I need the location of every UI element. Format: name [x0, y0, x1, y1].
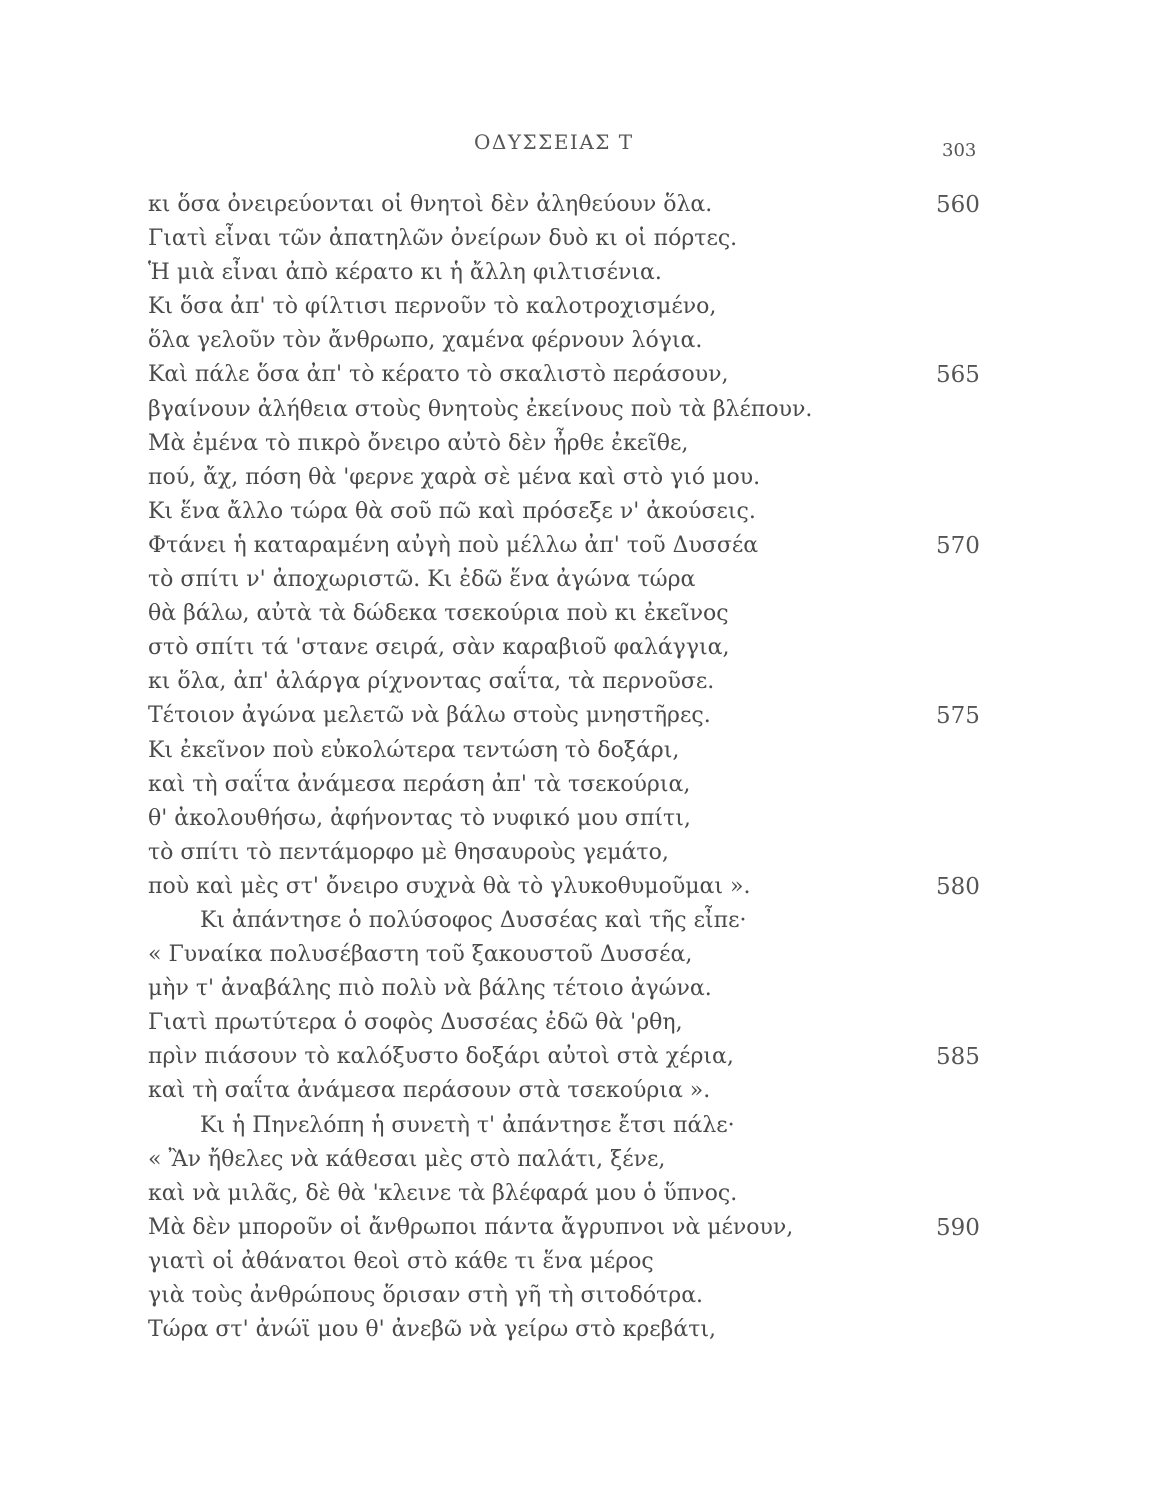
verse-text: καὶ τὴ σαΐτα ἀνάμεσα περάσουν στὰ τσεκούρια ».: [148, 1078, 711, 1104]
verse-text: κι ὅλα, ἀπ' ἀλάργα ρίχνοντας σαΐτα, τὰ περνοῦσε.: [148, 669, 715, 695]
verse-line: [148, 802, 988, 836]
verse-text: Καὶ πάλε ὅσα ἀπ' τὸ κέρατο τὸ σκαλιστὸ περάσουν,: [148, 362, 729, 388]
verse-line: [148, 1074, 988, 1108]
verse-line: [148, 870, 988, 904]
verse-text: πού, ἄχ, πόση θὰ 'φερνε χαρὰ σὲ μένα καὶ στὸ γιό μου.: [148, 464, 761, 490]
verse-text: Μὰ δὲν μποροῦν οἱ ἄνθρωποι πάντα ἄγρυπνοι νὰ μένουν,: [148, 1214, 794, 1240]
line-number: 590: [936, 1214, 980, 1241]
running-head: ΟΔΥΣΣΕΙΑΣ Τ: [474, 130, 634, 154]
verse-text: μὴν τ' ἀναβάλης πιὸ πολὺ νὰ βάλης τέτοιο ἀγώνα.: [148, 976, 712, 1002]
verse-line: [148, 290, 988, 324]
verse-text: ποὺ καὶ μὲς στ' ὄνειρο συχνὰ θὰ τὸ γλυκοθυμοῦμαι ».: [148, 873, 751, 899]
verse-text: τὸ σπίτι ν' ἀποχωριστῶ. Κι ἐδῶ ἕνα ἀγώνα τώρα: [148, 567, 696, 593]
line-number: 560: [936, 192, 980, 218]
verse-text: γιὰ τοὺς ἀνθρώπους ὅρισαν στὴ γῆ τὴ σιτοδότρα.: [148, 1283, 704, 1308]
verse-line: [148, 393, 988, 427]
verse-text: Τέτοιον ἀγώνα μελετῶ νὰ βάλω στοὺς μνηστῆρες.: [148, 703, 711, 729]
verse-text: Γιατὶ πρωτύτερα ὁ σοφὸς Δυσσέας ἐδῶ θὰ 'ρθη,: [148, 1010, 683, 1036]
verse-text: ὅλα γελοῦν τὸν ἄνθρωπο, χαμένα φέρνουν λόγια.: [148, 328, 703, 354]
verse-line: [148, 188, 988, 222]
verse-text: Κι ἡ Πηνελόπη ἡ συνετὴ τ' ἀπάντησε ἔτσι πάλε·: [200, 1112, 735, 1138]
line-number: 565: [936, 362, 980, 389]
verse-line: [148, 665, 988, 699]
verse-text: κι ὅσα ὀνειρεύονται οἱ θνητοὶ δὲν ἀληθεύουν ὅλα.: [148, 192, 713, 217]
verse-text: θ' ἀκολουθήσω, ἀφήνοντας τὸ νυφικό μου σπίτι,: [148, 805, 691, 831]
line-number: 585: [936, 1044, 980, 1071]
verse-text: τὸ σπίτι τὸ πεντάμορφο μὲ θησαυροὺς γεμάτο,: [148, 839, 669, 865]
verse-text: θὰ βάλω, αὐτὰ τὰ δώδεκα τσεκούρια ποὺ κι ἐκεῖνος: [148, 601, 729, 627]
verse-line: [148, 1211, 988, 1245]
verse-line: [148, 427, 988, 461]
verse-line: [148, 904, 988, 938]
verse-text: Ἡ μιὰ εἶναι ἀπὸ κέρατο κι ἡ ἄλλη φιλτισένια.: [148, 260, 662, 286]
verse-text: Κι ὅσα ἀπ' τὸ φίλτισι περνοῦν τὸ καλοτροχισμένο,: [148, 294, 717, 320]
verse-text: Γιατὶ εἶναι τῶν ἀπατηλῶν ὀνείρων δυὸ κι οἱ πόρτες.: [148, 226, 738, 252]
verse-line: [148, 222, 988, 256]
verse-line: [148, 972, 988, 1006]
verse-line: [148, 768, 988, 802]
verse-text: Μὰ ἐμένα τὸ πικρὸ ὄνειρο αὐτὸ δὲν ἦρθε ἐκεῖθε,: [148, 430, 689, 456]
verse-line: [148, 1279, 988, 1313]
page-number: 303: [942, 140, 977, 161]
verse-line: [148, 1109, 988, 1143]
verse-text: στὸ σπίτι τά 'στανε σειρά, σὰν καραβιοῦ φαλάγγια,: [148, 635, 730, 661]
verse-text: καὶ νὰ μιλᾶς, δὲ θὰ 'κλεινε τὰ βλέφαρά μου ὁ ὕπνος.: [148, 1180, 738, 1206]
verse-text: « Γυναίκα πολυσέβαστη τοῦ ξακουστοῦ Δυσσέα,: [148, 942, 693, 968]
verse-line: [148, 1177, 988, 1211]
verse-line: [148, 1313, 988, 1347]
verse-list: [148, 188, 988, 1347]
verse-line: [148, 1006, 988, 1040]
line-number: 580: [936, 873, 980, 900]
verse-line: [148, 734, 988, 768]
verse-line: [148, 836, 988, 870]
verse-text: καὶ τὴ σαΐτα ἀνάμεσα περάση ἀπ' τὰ τσεκούρια,: [148, 771, 691, 797]
verse-text: « Ἂν ἤθελες νὰ κάθεσαι μὲς στὸ παλάτι, ξένε,: [148, 1146, 666, 1172]
verse-text: Φτάνει ἡ καταραμένη αὐγὴ ποὺ μέλλω ἀπ' τοῦ Δυσσέα: [148, 532, 759, 558]
verse-text: βγαίνουν ἀλήθεια στοὺς θνητοὺς ἐκείνους ποὺ τὰ βλέπουν.: [148, 396, 813, 422]
verse-line: [148, 1143, 988, 1177]
verse-line: [148, 1245, 988, 1279]
verse-text: Κι ἐκεῖνον ποὺ εὐκολώτερα τεντώση τὸ δοξάρι,: [148, 737, 680, 763]
line-number: 570: [936, 532, 980, 559]
verse-line: [148, 529, 988, 563]
verse-line: [148, 699, 988, 733]
verse-line: [148, 324, 988, 358]
verse-line: [148, 938, 988, 972]
line-number: 575: [936, 703, 980, 730]
verse-text: Τώρα στ' ἀνώϊ μου θ' ἀνεβῶ νὰ γείρω στὸ κρεβάτι,: [148, 1317, 717, 1343]
verse-text: Κι ἕνα ἄλλο τώρα θὰ σοῦ πῶ καὶ πρόσεξε ν' ἀκούσεις.: [148, 498, 756, 524]
verse-text: γιατὶ οἱ ἀθάνατοι θεοὶ στὸ κάθε τι ἕνα μέρος: [148, 1248, 654, 1274]
verse-line: [148, 631, 988, 665]
verse-line: [148, 563, 988, 597]
verse-line: [148, 1040, 988, 1074]
verse-line: [148, 597, 988, 631]
verse-text: Κι ἀπάντησε ὁ πολύσοφος Δυσσέας καὶ τῆς εἶπε·: [200, 907, 747, 933]
verse-line: [148, 256, 988, 290]
verse-line: [148, 358, 988, 392]
verse-text: πρὶν πιάσουν τὸ καλόξυστο δοξάρι αὐτοὶ στὰ χέρια,: [148, 1044, 734, 1070]
verse-line: [148, 495, 988, 529]
verse-line: [148, 461, 988, 495]
